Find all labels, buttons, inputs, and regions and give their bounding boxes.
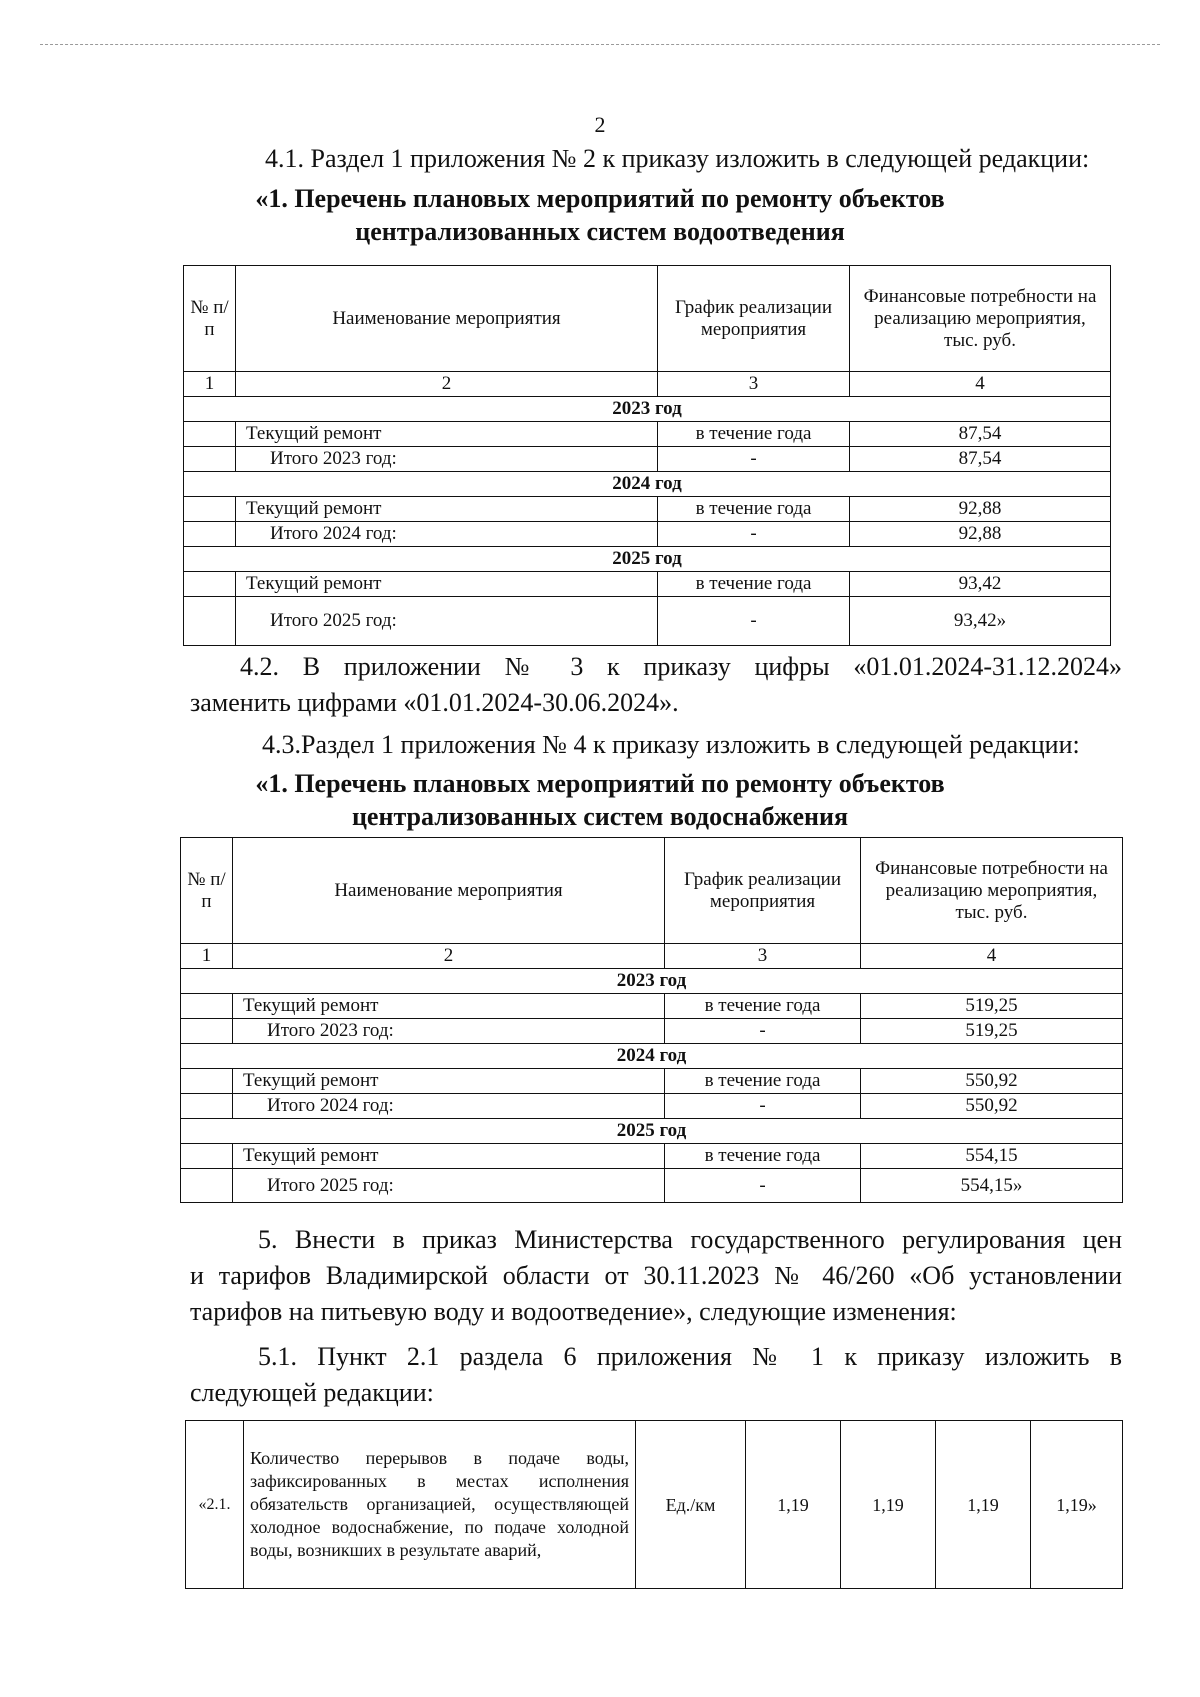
total-value: 87,54 bbox=[850, 447, 1111, 472]
col-number: 4 bbox=[850, 372, 1111, 397]
col-number: 1 bbox=[184, 372, 236, 397]
empty-cell bbox=[184, 572, 236, 597]
table1-title-line2: централизованных систем водоотведения bbox=[355, 217, 845, 246]
col-number: 2 bbox=[233, 944, 665, 969]
col-number: 2 bbox=[236, 372, 658, 397]
header-num: № п/п bbox=[181, 838, 233, 944]
table-row bbox=[184, 572, 1111, 597]
table-row bbox=[181, 994, 1123, 1019]
total-value: 554,15» bbox=[861, 1169, 1123, 1203]
table-row bbox=[184, 497, 1111, 522]
table-row bbox=[184, 422, 1111, 447]
table2-title-line1: «1. Перечень плановых мероприятий по ремонту объектов bbox=[255, 769, 945, 798]
schedule-cell: в течение года bbox=[665, 1069, 861, 1094]
year-label: 2023 год bbox=[181, 969, 1123, 994]
header-name: Наименование мероприятия bbox=[233, 838, 665, 944]
dash-cell: - bbox=[658, 522, 850, 547]
unit-cell: Ед./км bbox=[636, 1421, 746, 1589]
empty-cell bbox=[184, 447, 236, 472]
dash-cell: - bbox=[665, 1094, 861, 1119]
year-row bbox=[184, 397, 1111, 422]
year-row bbox=[181, 1044, 1123, 1069]
year-row bbox=[184, 547, 1111, 572]
header-name: Наименование мероприятия bbox=[236, 266, 658, 372]
total-value: 550,92 bbox=[861, 1094, 1123, 1119]
value-cell: 1,19 bbox=[746, 1421, 841, 1589]
empty-cell bbox=[184, 522, 236, 547]
repair-label: Текущий ремонт bbox=[233, 1144, 665, 1169]
schedule-cell: в течение года bbox=[658, 422, 850, 447]
schedule-cell: в течение года bbox=[658, 572, 850, 597]
col-number: 3 bbox=[658, 372, 850, 397]
table1-title-line1: «1. Перечень плановых мероприятий по ремонту объектов bbox=[255, 184, 945, 213]
section-4-2-line2: заменить цифрами «01.01.2024-30.06.2024». bbox=[190, 688, 679, 717]
total-value: 92,88 bbox=[850, 522, 1111, 547]
schedule-cell: в течение года bbox=[665, 994, 861, 1019]
section-4-1-intro: 4.1. Раздел 1 приложения № 2 к приказу изложить в следующей редакции: bbox=[265, 144, 1090, 173]
empty-cell bbox=[184, 422, 236, 447]
table-water-supply bbox=[180, 837, 1123, 1203]
dash-cell: - bbox=[658, 447, 850, 472]
value-cell: 519,25 bbox=[861, 994, 1123, 1019]
table-row bbox=[181, 1019, 1123, 1044]
table-row bbox=[186, 1421, 1123, 1589]
total-label: Итого 2023 год: bbox=[236, 447, 658, 472]
table-row bbox=[181, 1069, 1123, 1094]
year-label: 2024 год bbox=[181, 1044, 1123, 1069]
empty-cell bbox=[181, 1169, 233, 1203]
schedule-cell: в течение года bbox=[658, 497, 850, 522]
table2-title-line2: централизованных систем водоснабжения bbox=[351, 802, 849, 831]
table-row bbox=[184, 447, 1111, 472]
total-label: Итого 2025 год: bbox=[236, 597, 658, 646]
year-row bbox=[184, 472, 1111, 497]
column-numbers-row bbox=[181, 944, 1123, 969]
total-value: 519,25 bbox=[861, 1019, 1123, 1044]
table-row bbox=[181, 1169, 1123, 1203]
table-row bbox=[181, 1144, 1123, 1169]
scan-artifact-line bbox=[40, 44, 1160, 45]
indicator-description: Количество перерывов в подаче воды, зафиксированных в местах исполнения обязательств организацией, осуществляющей холодное водоснабжение, по подаче холодной воды, возникших в результате аварий, bbox=[244, 1421, 636, 1589]
section-5-line2: и тарифов Владимирской области от 30.11.2023 № 46/260 «Об установлении bbox=[190, 1261, 1122, 1290]
section-4-3-intro: 4.3.Раздел 1 приложения № 4 к приказу изложить в следующей редакции: bbox=[262, 730, 1080, 759]
table-indicator bbox=[185, 1420, 1123, 1589]
total-label: Итого 2024 год: bbox=[236, 522, 658, 547]
col-number: 3 bbox=[665, 944, 861, 969]
section-5-1-line1: 5.1. Пункт 2.1 раздела 6 приложения № 1 к приказу изложить в bbox=[258, 1342, 1122, 1371]
empty-cell bbox=[181, 1144, 233, 1169]
section-5-1-line2: следующей редакции: bbox=[190, 1378, 434, 1407]
total-label: Итого 2023 год: bbox=[233, 1019, 665, 1044]
table-water-disposal bbox=[183, 265, 1111, 646]
year-label: 2025 год bbox=[181, 1119, 1123, 1144]
value-cell: 1,19» bbox=[1031, 1421, 1123, 1589]
table-header-row bbox=[184, 266, 1111, 372]
value-cell: 1,19 bbox=[841, 1421, 936, 1589]
year-label: 2025 год bbox=[184, 547, 1111, 572]
total-value: 93,42» bbox=[850, 597, 1111, 646]
header-schedule: График реализации мероприятия bbox=[658, 266, 850, 372]
empty-cell bbox=[184, 597, 236, 646]
table-row bbox=[184, 522, 1111, 547]
section-4-2-line1: 4.2. В приложении № 3 к приказу цифры «01.01.2024-31.12.2024» bbox=[240, 652, 1122, 681]
header-finance: Финансовые потребности на реализацию мероприятия, тыс. руб. bbox=[861, 838, 1123, 944]
column-numbers-row bbox=[184, 372, 1111, 397]
table-row bbox=[184, 597, 1111, 646]
page-number: 2 bbox=[594, 112, 606, 137]
empty-cell bbox=[181, 1019, 233, 1044]
section-5-line1: 5. Внести в приказ Министерства государственного регулирования цен bbox=[258, 1225, 1122, 1254]
year-row bbox=[181, 969, 1123, 994]
empty-cell bbox=[181, 1094, 233, 1119]
col-number: 4 bbox=[861, 944, 1123, 969]
section-5-line3: тарифов на питьевую воду и водоотведение», следующие изменения: bbox=[190, 1297, 957, 1326]
value-cell: 87,54 bbox=[850, 422, 1111, 447]
repair-label: Текущий ремонт bbox=[236, 497, 658, 522]
value-cell: 550,92 bbox=[861, 1069, 1123, 1094]
year-row bbox=[181, 1119, 1123, 1144]
col-number: 1 bbox=[181, 944, 233, 969]
repair-label: Текущий ремонт bbox=[233, 1069, 665, 1094]
dash-cell: - bbox=[665, 1169, 861, 1203]
repair-label: Текущий ремонт bbox=[233, 994, 665, 1019]
empty-cell bbox=[184, 497, 236, 522]
empty-cell bbox=[181, 994, 233, 1019]
year-label: 2023 год bbox=[184, 397, 1111, 422]
repair-label: Текущий ремонт bbox=[236, 572, 658, 597]
row-number: «2.1. bbox=[186, 1421, 244, 1589]
value-cell: 1,19 bbox=[936, 1421, 1031, 1589]
schedule-cell: в течение года bbox=[665, 1144, 861, 1169]
total-label: Итого 2025 год: bbox=[233, 1169, 665, 1203]
table-row bbox=[181, 1094, 1123, 1119]
table-header-row bbox=[181, 838, 1123, 944]
header-num: № п/п bbox=[184, 266, 236, 372]
dash-cell: - bbox=[665, 1019, 861, 1044]
empty-cell bbox=[181, 1069, 233, 1094]
header-schedule: График реализации мероприятия bbox=[665, 838, 861, 944]
year-label: 2024 год bbox=[184, 472, 1111, 497]
header-finance: Финансовые потребности на реализацию мероприятия, тыс. руб. bbox=[850, 266, 1111, 372]
repair-label: Текущий ремонт bbox=[236, 422, 658, 447]
dash-cell: - bbox=[658, 597, 850, 646]
value-cell: 554,15 bbox=[861, 1144, 1123, 1169]
value-cell: 92,88 bbox=[850, 497, 1111, 522]
value-cell: 93,42 bbox=[850, 572, 1111, 597]
total-label: Итого 2024 год: bbox=[233, 1094, 665, 1119]
